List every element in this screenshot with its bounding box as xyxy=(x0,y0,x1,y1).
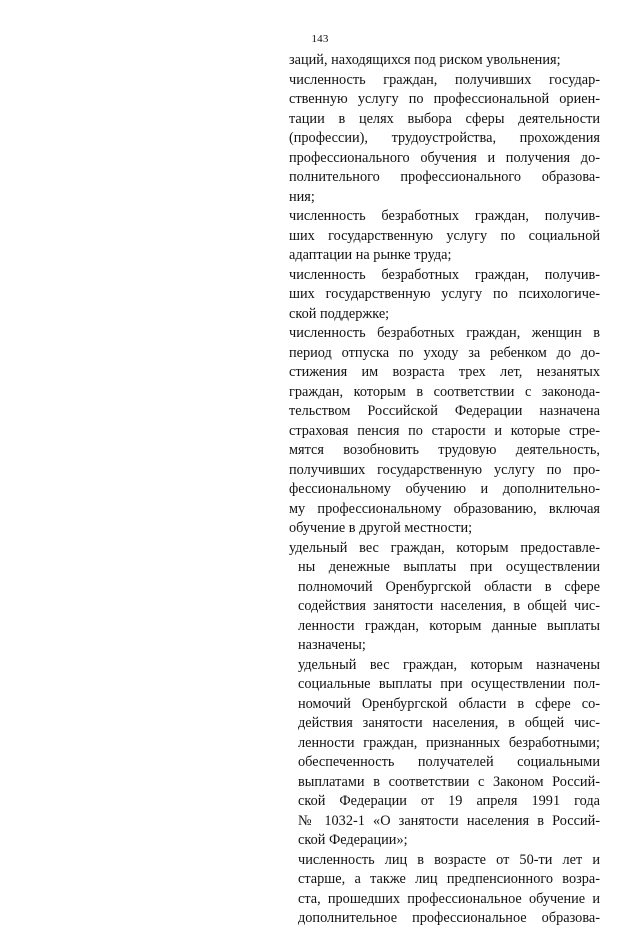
text-line: страховая пенсия по старости и которые стре- xyxy=(289,422,600,439)
text-line: (профессии), трудоустройства, прохождения xyxy=(289,130,600,146)
text-line: содействия занятости населения, в общей чис- xyxy=(298,598,600,614)
text-line: полнительного профессионального образова- xyxy=(289,169,600,185)
text-line: мятся возобновить трудовую деятельность, xyxy=(289,442,600,458)
page-number: 143 xyxy=(311,33,329,45)
text-line: ской поддержке; xyxy=(289,305,390,322)
text-line: ста, прошедших профессиональное обучение и xyxy=(298,890,600,907)
text-line: обеспеченность получателей социальными xyxy=(298,754,600,770)
text-line: граждан, которым в соответствии с законода- xyxy=(289,383,600,400)
text-line: стижения им возраста трех лет, незанятых xyxy=(289,364,600,380)
text-line: ленности граждан, признанных безработными; xyxy=(298,734,600,751)
document-text-column xyxy=(289,51,600,929)
text-line: ственную услугу по профессиональной ориен- xyxy=(289,91,600,107)
text-line: ленности граждан, которым данные выплаты xyxy=(298,617,600,634)
text-line: ской Федерации»; xyxy=(298,832,408,848)
text-line: обучение в другой местности; xyxy=(289,520,473,536)
text-line: заций, находящихся под риском увольнения; xyxy=(289,52,561,68)
text-line: удельный вес граждан, которым предоставле- xyxy=(289,539,600,556)
text-line: ших государственную услугу по психологиче- xyxy=(289,286,600,302)
text-line: му профессиональному образованию, включая xyxy=(289,500,600,517)
text-line: удельный вес граждан, которым назначены xyxy=(298,656,600,673)
text-line: адаптации на рынке труда; xyxy=(289,247,452,263)
text-line: номочий Оренбургской области в сфере со- xyxy=(298,695,600,712)
text-line: выплатами в соответствии с Законом Россий- xyxy=(298,773,600,790)
text-line: дополнительное профессиональное образова- xyxy=(298,910,600,926)
text-line: тации в целях выбора сферы деятельности xyxy=(289,110,600,127)
text-line: ской Федерации от 19 апреля 1991 года xyxy=(298,793,600,809)
text-line: ния; xyxy=(289,188,315,205)
text-line: численность безработных граждан, получив- xyxy=(289,208,600,224)
text-line: ших государственную услугу по социальной xyxy=(289,227,600,244)
text-line: тельством Российской Федерации назначена xyxy=(289,403,600,419)
text-line: назначены; xyxy=(298,637,366,653)
text-line: профессионального обучения и получения до- xyxy=(289,149,600,166)
text-line: фессиональному обучению и дополнительно- xyxy=(289,481,600,497)
text-line: ны денежные выплаты при осуществлении xyxy=(298,559,600,575)
text-line: действия занятости населения, в общей чис- xyxy=(298,715,600,731)
text-line: полномочий Оренбургской области в сфере xyxy=(298,578,600,595)
text-line: старше, а также лиц предпенсионного возра- xyxy=(298,871,600,887)
text-line: период отпуска по уходу за ребенком до до- xyxy=(289,344,600,361)
text-line: численность лиц в возрасте от 50-ти лет и xyxy=(298,851,600,868)
text-line: численность безработных граждан, получив- xyxy=(289,266,600,283)
text-line: социальные выплаты при осуществлении пол- xyxy=(298,676,600,692)
text-line: численность безработных граждан, женщин в xyxy=(289,325,600,341)
text-line: получивших государственную услугу по про- xyxy=(289,461,600,478)
text-line: № 1032-1 «О занятости населения в Россий- xyxy=(298,812,600,829)
text-line: численность граждан, получивших государ- xyxy=(289,71,600,88)
